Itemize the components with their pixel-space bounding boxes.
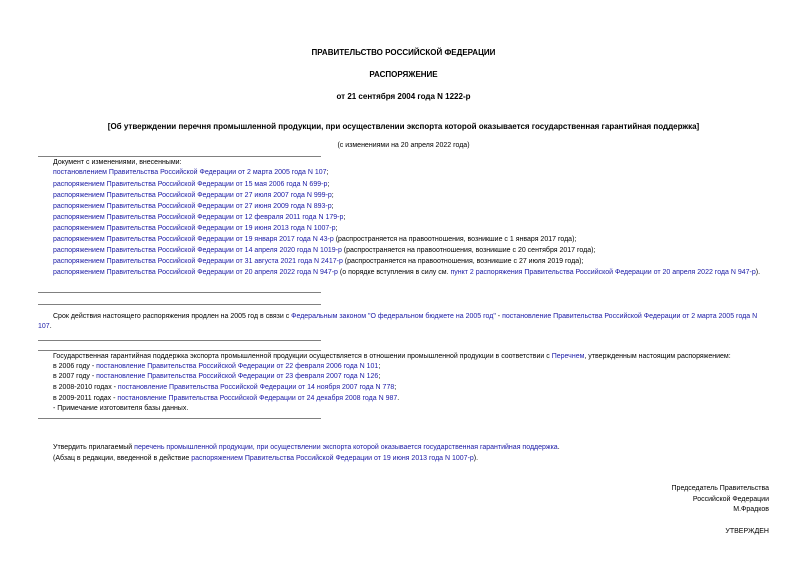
decree-link[interactable]: постановление Правительства Российской Федерации от 14 ноября 2007 года N 778 [117,384,395,391]
edit-note: (Абзац в редакции, введенной в действие распоряжением Правительства Российской Федерации от 19 июня 2013 года N 1007-р). [53,455,479,462]
decree-link[interactable]: постановление Правительства Российской Федерации от 22 февраля 2006 года N 101 [96,363,379,370]
amendment-link[interactable]: распоряжением Правительства Российской Федерации от 14 апреля 2020 года N 1019-р [53,247,342,254]
amendment-item: распоряжением Правительства Российской Федерации от 20 апреля 2022 года N 947-р (о порядке вступления в силу см. пункт 2 распоряжения Правительства Российской Федерации от 20 апреля 2022 года N 947-р). [53,269,761,276]
amendment-link[interactable]: постановлением Правительства Российской Федерации от 2 марта 2005 года N 107 [53,169,327,176]
document-type: РАСПОРЯЖЕНИЕ [369,70,438,79]
list-link[interactable]: Перечнем [551,353,585,360]
amendment-item: постановлением Правительства Российской Федерации от 2 марта 2005 года N 107; [53,169,329,176]
decree-link[interactable]: распоряжением Правительства Российской Федерации от 19 июня 2013 года N 1007-р [191,455,474,462]
amendment-item: распоряжением Правительства Российской Федерации от 15 мая 2006 года N 699-р; [53,181,330,188]
divider [38,156,321,157]
amendment-item: распоряжением Правительства Российской Федерации от 12 февраля 2011 года N 179-р; [53,214,346,221]
amendment-item: распоряжением Правительства Российской Федерации от 19 января 2017 года N 43-р (распространяется на правоотношения, возникшие с 1 января 2017 года); [53,236,577,243]
amendment-item: распоряжением Правительства Российской Федерации от 27 июля 2007 года N 999-р; [53,192,334,199]
approved-label: УТВЕРЖДЕН [725,528,769,535]
divider [38,292,321,293]
support-intro: Государственная гарантийная поддержка экспорта промышленной продукции осуществляется в отношении промышленной продукции в соответствии с Перечнем, утвержденным настоящим распоряжением: [53,353,731,360]
amendment-link[interactable]: распоряжением Правительства Российской Федерации от 20 апреля 2022 года N 947-р [53,269,338,276]
amendment-link[interactable]: распоряжением Правительства Российской Федерации от 27 июля 2007 года N 999-р [53,192,332,199]
support-footer: - Примечание изготовителя базы данных. [53,405,189,412]
body-paragraph: Утвердить прилагаемый перечень промышленной продукции, при осуществлении экспорта которой оказывается государственная гарантийная поддержка. [53,444,560,451]
divider [38,304,321,305]
signature-name: М.Фрадков [733,506,769,513]
signature-country: Российской Федерации [692,496,769,503]
amendment-item: распоряжением Правительства Российской Федерации от 19 июня 2013 года N 1007-р; [53,225,338,232]
amendment-item: распоряжением Правительства Российской Федерации от 14 апреля 2020 года N 1019-р (распространяется на правоотношения, возникшие с 20 сентября 2017 года); [53,247,596,254]
support-item: в 2007 году - постановление Правительства Российской Федерации от 23 февраля 2007 года N 126; [53,373,381,380]
amendment-link[interactable]: распоряжением Правительства Российской Федерации от 15 мая 2006 года N 699-р [53,181,328,188]
divider [38,340,321,341]
amendment-link[interactable]: распоряжением Правительства Российской Федерации от 19 июня 2013 года N 1007-р [53,225,336,232]
amendment-link[interactable]: пункт 2 распоряжения Правительства Российской Федерации от 20 апреля 2022 года N 947-р [450,269,756,276]
government-heading: ПРАВИТЕЛЬСТВО РОССИЙСКОЙ ФЕДЕРАЦИИ [311,48,496,57]
divider [38,350,321,351]
product-list-link[interactable]: перечень промышленной продукции, при осуществлении экспорта которой оказывается государственная гарантийная поддержка [134,444,558,451]
validity-note: Срок действия настоящего распоряжения продлен на 2005 год в связи с Федеральным законом "О федеральном бюджете на 2005 год" - постановление Правительства Российской Федерации от 2 марта 2005 года N 107. [38,313,758,330]
federal-law-link[interactable]: Федеральным законом "О федеральном бюджете на 2005 год" [291,313,496,320]
decree-link[interactable]: постановление Правительства Российской Федерации от 23 февраля 2007 года N 126 [96,373,379,380]
amendment-item: распоряжением Правительства Российской Федерации от 27 июня 2009 года N 893-р; [53,203,334,210]
changes-note: (с изменениями на 20 апреля 2022 года) [337,142,470,149]
support-item: в 2009-2011 годах - постановление Правительства Российской Федерации от 24 декабря 2008 года N 987. [53,395,400,402]
amendment-link[interactable]: распоряжением Правительства Российской Федерации от 19 января 2017 года N 43-р [53,236,334,243]
amendment-link[interactable]: распоряжением Правительства Российской Федерации от 12 февраля 2011 года N 179-р [53,214,344,221]
amendments-intro: Документ с изменениями, внесенными: [53,159,182,166]
support-item: в 2008-2010 годах - постановление Правительства Российской Федерации от 14 ноября 2007 года N 778; [53,384,397,391]
decree-link[interactable]: постановление Правительства Российской Федерации от 24 декабря 2008 года N 987 [117,395,398,402]
support-item: в 2006 году - постановление Правительства Российской Федерации от 22 февраля 2006 года N 101; [53,363,381,370]
document-title: [Об утверждении перечня промышленной продукции, при осуществлении экспорта которой оказывается государственная гарантийная поддержка] [107,122,700,131]
divider [38,418,321,419]
decree-link[interactable]: постановление Правительства Российской Федерации от 2 марта 2005 года N 107 [38,313,758,330]
amendment-link[interactable]: распоряжением Правительства Российской Федерации от 31 августа 2021 года N 2417-р [53,258,343,265]
document-date: от 21 сентября 2004 года N 1222-р [336,92,471,101]
amendment-item: распоряжением Правительства Российской Федерации от 31 августа 2021 года N 2417-р (распространяется на правоотношения, возникшие с 27 июля 2019 года); [53,258,584,265]
signature-position: Председатель Правительства [671,485,769,492]
amendment-link[interactable]: распоряжением Правительства Российской Федерации от 27 июня 2009 года N 893-р [53,203,332,210]
